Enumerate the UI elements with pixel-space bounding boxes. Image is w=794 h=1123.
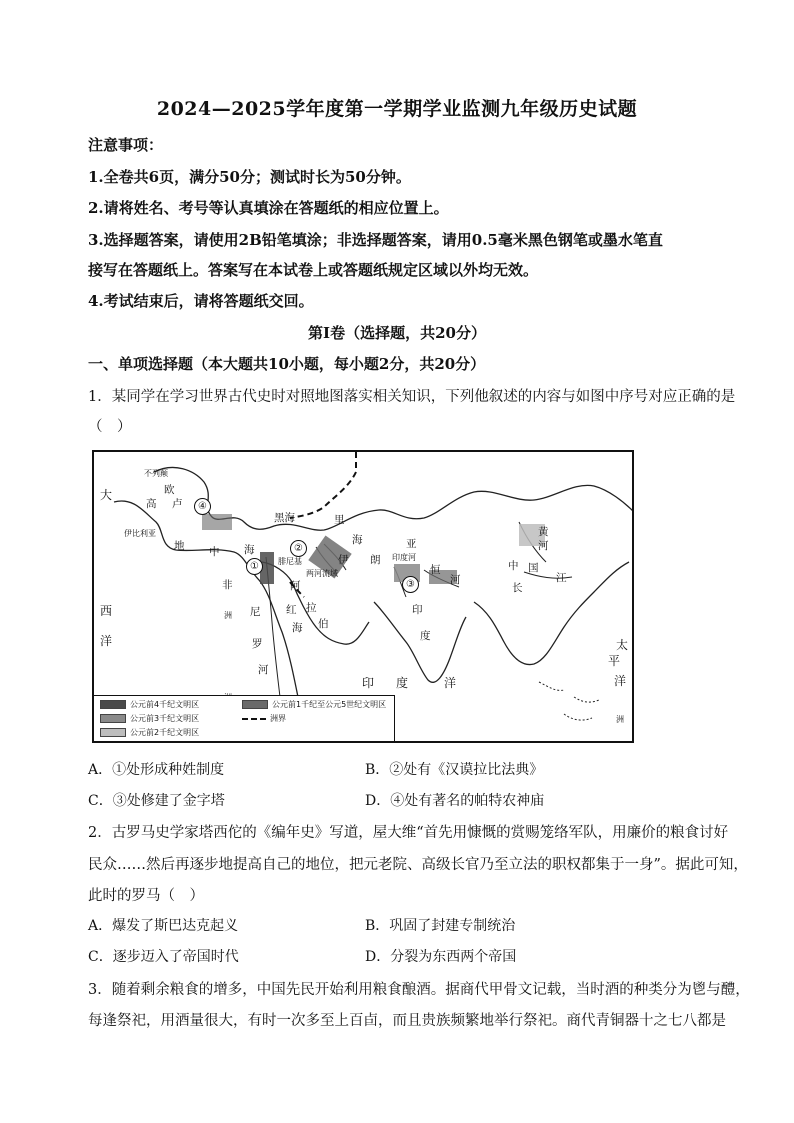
- legend-label: 公元前3千纪文明区: [130, 714, 200, 723]
- legend-item: [100, 727, 199, 738]
- legend-label: 洲界: [270, 714, 286, 723]
- label-jiang: 江: [556, 572, 567, 584]
- label-chang: 长: [512, 582, 523, 594]
- label-tai: 太: [616, 638, 629, 652]
- q2-option-b[interactable]: B．巩固了封建专制统治: [365, 918, 516, 934]
- label-hong: 红: [286, 604, 297, 616]
- label-xi: 西: [100, 604, 113, 618]
- q2-option-c[interactable]: C．逐步迈入了帝国时代: [88, 949, 239, 965]
- question-1-stem: 1．某同学在学习世界古代史时对照地图落实相关知识，下列他叙述的内容与如图中序号对应正确的是: [88, 389, 736, 405]
- notice-item: 4.考试结束后，请将答题纸交回。: [88, 292, 314, 310]
- question-3-stem: 3．随着剩余粮食的增多，中国先民开始利用粮食酿酒。据商代甲骨文记载，当时酒的种类分为鬯与醴，: [88, 982, 750, 998]
- label-du: 度: [420, 630, 431, 642]
- question-2-stem: 此时的罗马（ ）: [88, 888, 204, 904]
- label-hai3: 海: [292, 622, 303, 634]
- label-di: 地: [174, 540, 185, 552]
- legend-boundary-line: [242, 718, 266, 720]
- question-2-stem: 民众……然后再逐步地提高自己的地位，把元老院、高级长官乃至立法的职权都集于一身”。据此可知，: [88, 857, 748, 873]
- label-black-sea: 黑海: [274, 512, 295, 524]
- greece-zone: [202, 514, 232, 530]
- label-yang2: 洋: [444, 676, 457, 690]
- label-gao: 高: [146, 498, 157, 510]
- q2-option-a[interactable]: A．爆发了斯巴达克起义: [88, 918, 239, 934]
- label-he3: 河: [538, 540, 549, 552]
- label-zhou3: 洲: [616, 715, 624, 724]
- marker-1: ①: [246, 558, 263, 575]
- label-yin2: 印: [362, 676, 375, 690]
- ancient-civilization-map: [92, 450, 634, 743]
- legend-label: 公元前4千纪文明区: [130, 700, 200, 709]
- label-huang: 黄: [538, 526, 549, 538]
- q1-option-d[interactable]: D．④处有著名的帕特农神庙: [365, 793, 545, 809]
- label-yi: 伊: [338, 554, 349, 566]
- label-hai2: 海: [352, 534, 363, 546]
- islands: [539, 682, 599, 720]
- legend-swatch: [100, 728, 126, 737]
- label-india: 印: [412, 604, 423, 616]
- label-a: 阿: [290, 580, 301, 592]
- legend-item: [100, 699, 199, 710]
- label-ya: 亚: [406, 538, 417, 550]
- label-phoenicia: 腓尼基: [278, 557, 302, 566]
- label-la: 拉: [306, 602, 317, 614]
- question-2-stem: 2．古罗马史学家塔西佗的《编年史》写道，屋大维“首先用慷慨的赏赐笼络军队，用廉价的粮食讨好: [88, 825, 729, 841]
- notice-item: 3.选择题答案，请使用2B铅笔填涂；非选择题答案，请用0.5毫米黑色钢笔或墨水笔直: [88, 231, 663, 249]
- label-he: 河: [258, 664, 269, 676]
- notice-item: 1.全卷共6页，满分50分；测试时长为50分钟。: [88, 168, 411, 186]
- label-da: 大: [100, 488, 113, 502]
- q1-option-c[interactable]: C．③处修建了金字塔: [88, 793, 225, 809]
- q1-option-b[interactable]: B．②处有《汉谟拉比法典》: [365, 762, 544, 778]
- label-zhongguo: 中: [508, 560, 519, 572]
- label-du2: 度: [396, 676, 409, 690]
- marker-2: ②: [290, 540, 307, 557]
- legend-label: 公元前2千纪文明区: [130, 728, 200, 737]
- exam-title: 2024—2025学年度第一学期学业监测九年级历史试题: [156, 98, 638, 120]
- label-hai: 海: [244, 544, 255, 556]
- continental-boundary: [290, 452, 356, 518]
- legend-swatch: [100, 700, 126, 709]
- legend-swatch: [100, 714, 126, 723]
- part-title: 第Ⅰ卷（选择题，共20分）: [308, 324, 486, 342]
- notice-heading: 注意事项：: [88, 136, 164, 154]
- label-mesopotamia: 两河流域: [306, 569, 338, 578]
- question-3-stem: 每逢祭祀，用酒量很大，有时一次多至上百卣，而且贵族频繁地举行祭祀。商代青铜器十之七八都是: [88, 1013, 726, 1029]
- legend-item: [242, 713, 286, 724]
- label-ping: 平: [608, 654, 621, 668]
- label-britain: 不列颠: [144, 469, 168, 478]
- label-luo: 罗: [252, 638, 263, 650]
- legend-label: 公元前1千纪至公元5世纪文明区: [272, 700, 387, 709]
- notice-item: 接写在答题纸上。答案写在本试卷上或答题纸规定区域以外均无效。: [88, 261, 539, 279]
- label-bo: 伯: [318, 618, 329, 630]
- section-title: 一、单项选择题（本大题共10小题，每小题2分，共20分）: [88, 355, 486, 373]
- marker-4: ④: [194, 498, 211, 515]
- question-1-blank: （ ）: [88, 419, 132, 435]
- q1-option-a[interactable]: A．①处形成种姓制度: [88, 762, 225, 778]
- q2-option-d[interactable]: D．分裂为东西两个帝国: [365, 949, 517, 965]
- label-li: 里: [334, 514, 345, 526]
- label-guo: 国: [528, 562, 539, 574]
- notice-item: 2.请将姓名、考号等认真填涂在答题纸的相应位置上。: [88, 199, 449, 217]
- label-lang: 朗: [370, 554, 381, 566]
- label-lu: 卢: [172, 498, 183, 510]
- label-fei: 非: [222, 579, 233, 591]
- label-ni: 尼: [250, 606, 261, 618]
- legend-item: [242, 699, 386, 710]
- label-indus: 印度河: [392, 553, 416, 562]
- legend-item: [100, 713, 199, 724]
- label-iberia: 伊比利亚: [124, 529, 156, 538]
- label-zhou: 洲: [224, 611, 232, 620]
- label-heng: 恒: [430, 564, 441, 576]
- label-yang3: 洋: [614, 674, 627, 688]
- label-zhong: 中: [209, 546, 220, 558]
- map-legend: [94, 695, 395, 741]
- legend-swatch: [242, 700, 268, 709]
- label-yang: 洋: [100, 634, 113, 648]
- label-he2: 河: [450, 574, 461, 586]
- marker-3: ③: [402, 576, 419, 593]
- label-europe: 欧: [164, 484, 175, 496]
